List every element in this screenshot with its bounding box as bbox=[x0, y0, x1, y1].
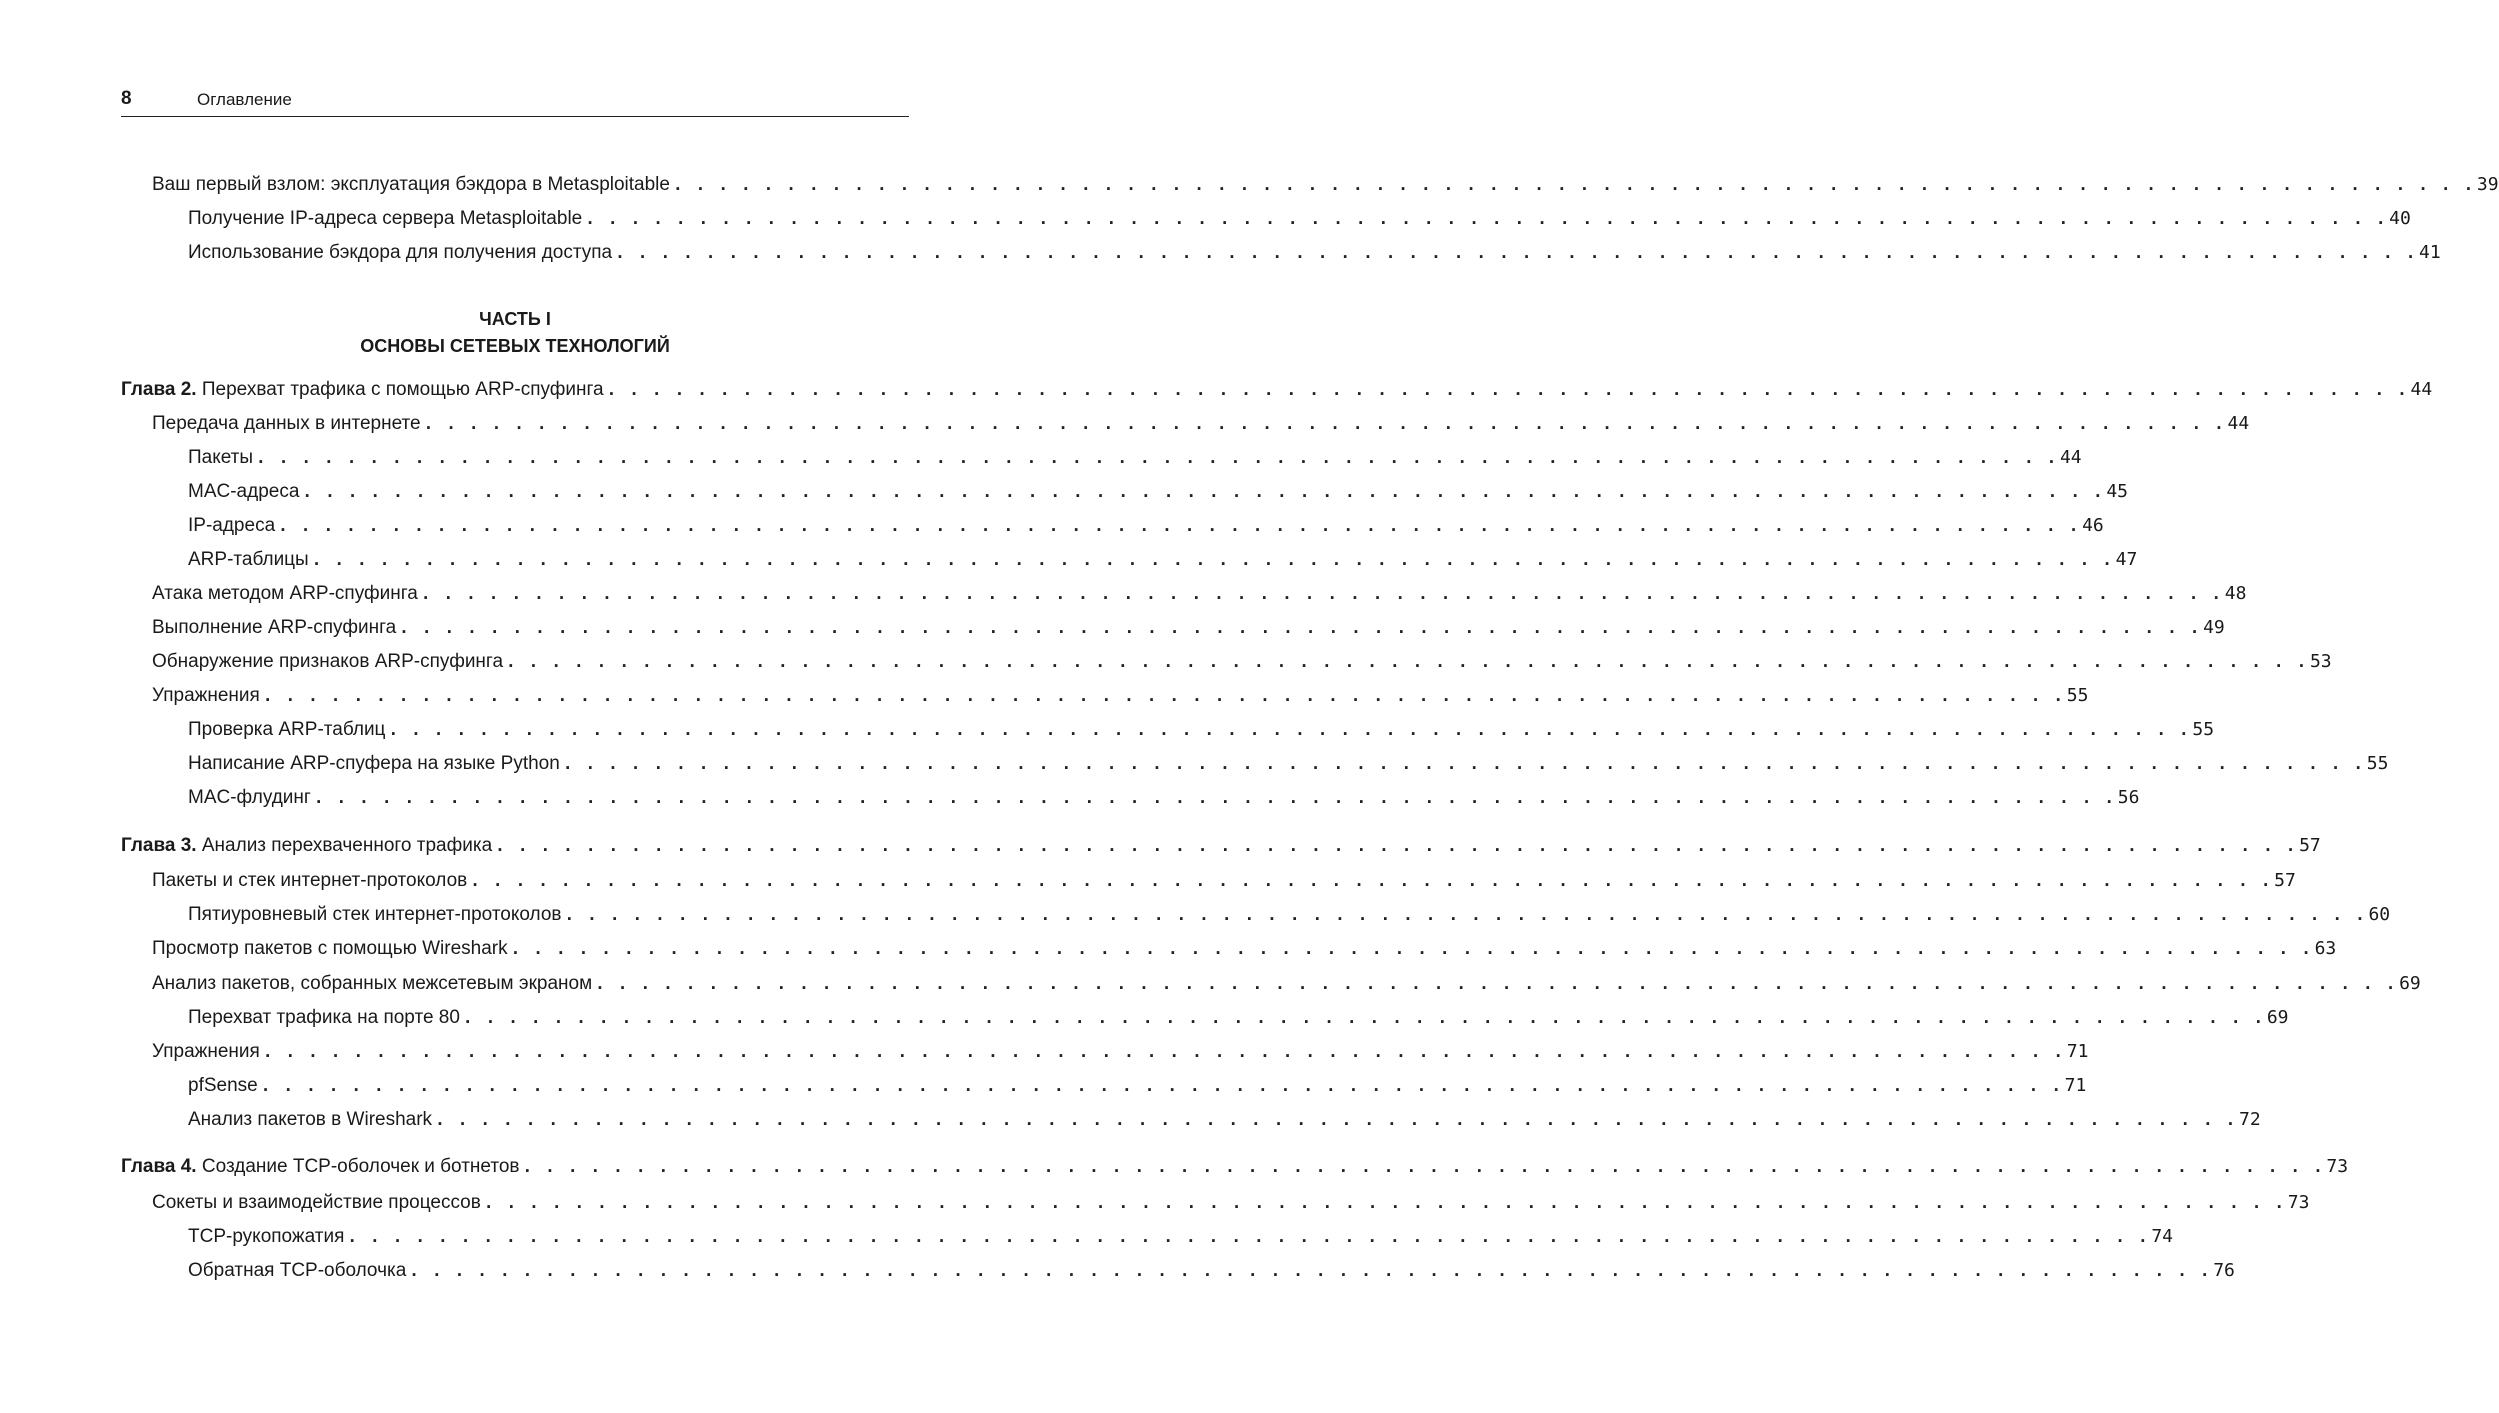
toc-entry-title bbox=[152, 938, 511, 960]
toc-entry-label: Просмотр пакетов с помощью Wireshark bbox=[152, 938, 508, 959]
toc-page-number: 45 bbox=[2106, 481, 2129, 502]
dot-leader: . . . . . . . . . . . . . . . . . . . . . . . . . . . . . . . . . . . . . . . . . . . . . . . . . . . . . . . . . . . . . . . . . . . . . . . . . . . . . . . . bbox=[260, 1076, 2063, 1095]
toc-page-number: 39 bbox=[2476, 174, 2499, 195]
toc-page-number: 56 bbox=[2117, 787, 2140, 808]
dot-leader: . . . . . . . . . . . . . . . . . . . . . . . . . . . . . . . . . . . . . . . . . . . . . . . . . . . . . . . . . . . . . . . . . . . . . . . . . . . . . . . . bbox=[311, 550, 2114, 569]
dot-leader: . . . . . . . . . . . . . . . . . . . . . . . . . . . . . . . . . . . . . . . . . . . . . . . . . . . . . . . . . . . . . . . . . . . . . . . . . . . . . . . . bbox=[495, 836, 2298, 855]
running-title: Оглавление bbox=[197, 90, 292, 109]
toc-page-number: 49 bbox=[2203, 617, 2225, 638]
toc-entry-label: Обратная TCP-оболочка bbox=[188, 1260, 407, 1281]
toc-entry bbox=[188, 1226, 2173, 1252]
toc-entry bbox=[188, 787, 2140, 813]
running-header bbox=[121, 86, 909, 117]
toc-entry-title bbox=[188, 481, 302, 503]
toc-entry-title bbox=[152, 413, 424, 435]
toc-entry bbox=[188, 904, 2391, 930]
toc-entry-label: Анализ перехваченного трафика bbox=[201, 835, 493, 856]
dot-leader: . . . . . . . . . . . . . . . . . . . . . . . . . . . . . . . . . . . . . . . . . . . . . . . . . . . . . . . . . . . . . . . . . . . . . . . . . . . . . . . . bbox=[409, 1261, 2212, 1280]
toc-entry-title bbox=[188, 1007, 463, 1029]
toc-entry-label: Сокеты и взаимодействие процессов bbox=[152, 1192, 481, 1213]
toc-entry-label: Выполнение ARP-спуфинга bbox=[152, 617, 397, 638]
dot-leader: . . . . . . . . . . . . . . . . . . . . . . . . . . . . . . . . . . . . . . . . . . . . . . . . . . . . . . . . . . . . . . . . . . . . . . . . . . . . . . . . bbox=[522, 1157, 2325, 1176]
toc-page-number: 46 bbox=[2082, 515, 2104, 536]
toc-entry-label: Создание TCP-оболочек и ботнетов bbox=[201, 1156, 520, 1177]
toc-entry-title bbox=[152, 1192, 484, 1214]
dot-leader: . . . . . . . . . . . . . . . . . . . . . . . . . . . . . . . . . . . . . . . . . . . . . . . . . . . . . . . . . . . . . . . . . . . . . . . . . . . . . . . . bbox=[510, 939, 2313, 958]
toc-entry bbox=[188, 515, 2104, 541]
toc-entry-title bbox=[188, 1075, 261, 1097]
toc-entry-label: Анализ пакетов, собранных межсетевым экраном bbox=[152, 973, 593, 994]
toc-entry-title bbox=[152, 617, 399, 639]
toc-entry-title bbox=[188, 787, 314, 809]
toc-entry bbox=[188, 1260, 2235, 1286]
toc-entry-title bbox=[188, 719, 388, 741]
toc-entry-title bbox=[152, 685, 263, 707]
toc-entry-title bbox=[152, 1041, 263, 1063]
toc-entry bbox=[152, 685, 2089, 711]
toc-entry bbox=[152, 973, 2421, 999]
dot-leader: . . . . . . . . . . . . . . . . . . . . . . . . . . . . . . . . . . . . . . . . . . . . . . . . . . . . . . . . . . . . . . . . . . . . . . . . . . . . . . . . bbox=[672, 175, 2475, 194]
toc-entry-title bbox=[188, 1226, 347, 1248]
toc-page-number: 55 bbox=[2366, 753, 2389, 774]
toc-entry-label: Написание ARP-спуфера на языке Python bbox=[188, 753, 560, 774]
part-title: ОСНОВЫ СЕТЕВЫХ ТЕХНОЛОГИЙ bbox=[360, 336, 670, 356]
toc-entry-label: Ваш первый взлом: эксплуатация бэкдора в Metasploitable bbox=[152, 174, 670, 195]
toc-chapter-entry bbox=[121, 1156, 2349, 1182]
toc-chapter-number: Глава 4. bbox=[121, 1156, 197, 1177]
toc-entry bbox=[152, 413, 2250, 439]
dot-leader: . . . . . . . . . . . . . . . . . . . . . . . . . . . . . . . . . . . . . . . . . . . . . . . . . . . . . . . . . . . . . . . . . . . . . . . . . . . . . . . . bbox=[347, 1227, 2150, 1246]
toc-page-number: 57 bbox=[2274, 870, 2296, 891]
toc-page-number: 73 bbox=[2287, 1192, 2310, 1213]
dot-leader: . . . . . . . . . . . . . . . . . . . . . . . . . . . . . . . . . . . . . . . . . . . . . . . . . . . . . . . . . . . . . . . . . . . . . . . . . . . . . . . . bbox=[615, 243, 2418, 262]
toc-entry bbox=[188, 208, 2411, 234]
toc-entry bbox=[152, 938, 2337, 964]
toc-page-number: 55 bbox=[2066, 685, 2089, 706]
toc-entry-title bbox=[121, 379, 607, 401]
toc-entry-label: Перехват трафика с помощью ARP-спуфинга bbox=[201, 379, 604, 400]
toc-entry bbox=[188, 753, 2389, 779]
toc-entry-title bbox=[188, 208, 585, 230]
toc-entry bbox=[188, 1075, 2087, 1101]
toc-chapter-number: Глава 2. bbox=[121, 379, 197, 400]
toc-entry-title bbox=[152, 973, 595, 995]
dot-leader: . . . . . . . . . . . . . . . . . . . . . . . . . . . . . . . . . . . . . . . . . . . . . . . . . . . . . . . . . . . . . . . . . . . . . . . . . . . . . . . . bbox=[423, 414, 2226, 433]
toc-page-number: 69 bbox=[2266, 1007, 2289, 1028]
dot-leader: . . . . . . . . . . . . . . . . . . . . . . . . . . . . . . . . . . . . . . . . . . . . . . . . . . . . . . . . . . . . . . . . . . . . . . . . . . . . . . . . bbox=[399, 618, 2202, 637]
toc-entry-title bbox=[188, 1109, 435, 1131]
toc-entry-label: Передача данных в интернете bbox=[152, 413, 421, 434]
toc-entry bbox=[152, 583, 2247, 609]
dot-leader: . . . . . . . . . . . . . . . . . . . . . . . . . . . . . . . . . . . . . . . . . . . . . . . . . . . . . . . . . . . . . . . . . . . . . . . . . . . . . . . . bbox=[435, 1110, 2237, 1129]
toc-entry-label: Проверка ARP-таблиц bbox=[188, 719, 386, 740]
dot-leader: . . . . . . . . . . . . . . . . . . . . . . . . . . . . . . . . . . . . . . . . . . . . . . . . . . . . . . . . . . . . . . . . . . . . . . . . . . . . . . . . bbox=[483, 1193, 2286, 1212]
toc-entry-label: Получение IP-адреса сервера Metasploitable bbox=[188, 208, 583, 229]
toc-entry-title bbox=[188, 904, 565, 926]
toc-page-number: 55 bbox=[2192, 719, 2215, 740]
toc-entry-title bbox=[121, 1156, 523, 1178]
dot-leader: . . . . . . . . . . . . . . . . . . . . . . . . . . . . . . . . . . . . . . . . . . . . . . . . . . . . . . . . . . . . . . . . . . . . . . . . . . . . . . . . bbox=[388, 720, 2191, 739]
dot-leader: . . . . . . . . . . . . . . . . . . . . . . . . . . . . . . . . . . . . . . . . . . . . . . . . . . . . . . . . . . . . . . . . . . . . . . . . . . . . . . . . bbox=[562, 754, 2365, 773]
toc-entry-label: Перехват трафика на порте 80 bbox=[188, 1007, 460, 1028]
dot-leader: . . . . . . . . . . . . . . . . . . . . . . . . . . . . . . . . . . . . . . . . . . . . . . . . . . . . . . . . . . . . . . . . . . . . . . . . . . . . . . . . bbox=[595, 974, 2398, 993]
toc-entry-label: Обнаружение признаков ARP-спуфинга bbox=[152, 651, 504, 672]
toc-entry-title bbox=[188, 1260, 409, 1282]
toc-entry-title bbox=[152, 651, 506, 673]
toc-page-number: 71 bbox=[2066, 1041, 2089, 1062]
toc-page-number: 44 bbox=[2227, 413, 2250, 434]
toc-page-number: 44 bbox=[2410, 379, 2433, 400]
toc-page-number: 73 bbox=[2326, 1156, 2349, 1177]
toc-entry-title bbox=[188, 447, 256, 469]
toc-entry bbox=[188, 1109, 2261, 1135]
toc-entry bbox=[188, 1007, 2289, 1033]
toc-entry-label: pfSense bbox=[188, 1075, 258, 1096]
toc-entry bbox=[152, 870, 2296, 896]
toc-entry-title bbox=[121, 835, 495, 857]
toc-entry bbox=[188, 719, 2215, 745]
dot-leader: . . . . . . . . . . . . . . . . . . . . . . . . . . . . . . . . . . . . . . . . . . . . . . . . . . . . . . . . . . . . . . . . . . . . . . . . . . . . . . . . bbox=[462, 1008, 2265, 1027]
toc-entry-label: Пакеты bbox=[188, 447, 254, 468]
toc-page-number: 41 bbox=[2419, 242, 2441, 263]
toc-entry bbox=[188, 549, 2138, 575]
toc-entry bbox=[152, 617, 2225, 643]
toc-page-number: 74 bbox=[2151, 1226, 2173, 1247]
toc-entry bbox=[188, 242, 2441, 268]
toc-entry bbox=[152, 1192, 2310, 1218]
toc-entry-title bbox=[188, 549, 312, 571]
dot-leader: . . . . . . . . . . . . . . . . . . . . . . . . . . . . . . . . . . . . . . . . . . . . . . . . . . . . . . . . . . . . . . . . . . . . . . . . . . . . . . . . bbox=[278, 516, 2081, 535]
toc-entry-label: ARP-таблицы bbox=[188, 549, 309, 570]
toc-page-number: 40 bbox=[2389, 208, 2411, 229]
dot-leader: . . . . . . . . . . . . . . . . . . . . . . . . . . . . . . . . . . . . . . . . . . . . . . . . . . . . . . . . . . . . . . . . . . . . . . . . . . . . . . . . bbox=[470, 871, 2273, 890]
toc-entry-label: Упражнения bbox=[152, 685, 260, 706]
toc-entry-title bbox=[188, 753, 563, 775]
toc-page-number: 47 bbox=[2115, 549, 2138, 570]
toc-entry-label: Упражнения bbox=[152, 1041, 260, 1062]
dot-leader: . . . . . . . . . . . . . . . . . . . . . . . . . . . . . . . . . . . . . . . . . . . . . . . . . . . . . . . . . . . . . . . . . . . . . . . . . . . . . . . . bbox=[262, 1042, 2065, 1061]
toc-page-number: 71 bbox=[2064, 1075, 2087, 1096]
dot-leader: . . . . . . . . . . . . . . . . . . . . . . . . . . . . . . . . . . . . . . . . . . . . . . . . . . . . . . . . . . . . . . . . . . . . . . . . . . . . . . . . bbox=[256, 448, 2058, 467]
toc-entry-title bbox=[188, 242, 615, 264]
dot-leader: . . . . . . . . . . . . . . . . . . . . . . . . . . . . . . . . . . . . . . . . . . . . . . . . . . . . . . . . . . . . . . . . . . . . . . . . . . . . . . . . bbox=[564, 905, 2367, 924]
toc-entry-label: MAC-флудинг bbox=[188, 787, 311, 808]
toc-entry-label: Пакеты и стек интернет-протоколов bbox=[152, 870, 468, 891]
toc-page-number: 44 bbox=[2059, 447, 2082, 468]
toc-page-number: 57 bbox=[2299, 835, 2321, 856]
toc-entry-title bbox=[152, 174, 673, 196]
toc-entry-label: Пятиуровневый стек интернет-протоколов bbox=[188, 904, 562, 925]
toc-page-number: 63 bbox=[2314, 938, 2337, 959]
toc-entry bbox=[188, 447, 2082, 473]
toc-chapter-entry bbox=[121, 835, 2321, 861]
toc-page-number: 72 bbox=[2238, 1109, 2261, 1130]
toc-entry-label: TCP-рукопожатия bbox=[188, 1226, 345, 1247]
toc-chapter-number: Глава 3. bbox=[121, 835, 197, 856]
toc-entry-title bbox=[152, 870, 470, 892]
dot-leader: . . . . . . . . . . . . . . . . . . . . . . . . . . . . . . . . . . . . . . . . . . . . . . . . . . . . . . . . . . . . . . . . . . . . . . . . . . . . . . . . bbox=[302, 482, 2105, 501]
toc-entry bbox=[152, 651, 2332, 677]
dot-leader: . . . . . . . . . . . . . . . . . . . . . . . . . . . . . . . . . . . . . . . . . . . . . . . . . . . . . . . . . . . . . . . . . . . . . . . . . . . . . . . . bbox=[606, 380, 2409, 399]
dot-leader: . . . . . . . . . . . . . . . . . . . . . . . . . . . . . . . . . . . . . . . . . . . . . . . . . . . . . . . . . . . . . . . . . . . . . . . . . . . . . . . . bbox=[313, 788, 2116, 807]
dot-leader: . . . . . . . . . . . . . . . . . . . . . . . . . . . . . . . . . . . . . . . . . . . . . . . . . . . . . . . . . . . . . . . . . . . . . . . . . . . . . . . . bbox=[506, 652, 2308, 671]
toc-entry-label: IP-адреса bbox=[188, 515, 276, 536]
toc-entry bbox=[188, 481, 2129, 507]
toc-entry bbox=[152, 174, 2499, 200]
toc-entry-title bbox=[188, 515, 278, 537]
dot-leader: . . . . . . . . . . . . . . . . . . . . . . . . . . . . . . . . . . . . . . . . . . . . . . . . . . . . . . . . . . . . . . . . . . . . . . . . . . . . . . . . bbox=[420, 584, 2223, 603]
toc-page-number: 69 bbox=[2399, 973, 2421, 994]
page-number: 8 bbox=[121, 88, 132, 109]
dot-leader: . . . . . . . . . . . . . . . . . . . . . . . . . . . . . . . . . . . . . . . . . . . . . . . . . . . . . . . . . . . . . . . . . . . . . . . . . . . . . . . . bbox=[585, 209, 2388, 228]
part-label: ЧАСТЬ I bbox=[479, 309, 551, 329]
toc-entry-label: MAC-адреса bbox=[188, 481, 300, 502]
toc-chapter-entry bbox=[121, 379, 2433, 405]
toc-page-number: 76 bbox=[2213, 1260, 2235, 1281]
toc-page-number: 48 bbox=[2224, 583, 2247, 604]
toc-entry-label: Анализ пакетов в Wireshark bbox=[188, 1109, 433, 1130]
toc-page-number: 53 bbox=[2309, 651, 2332, 672]
toc-entry bbox=[152, 1041, 2089, 1067]
dot-leader: . . . . . . . . . . . . . . . . . . . . . . . . . . . . . . . . . . . . . . . . . . . . . . . . . . . . . . . . . . . . . . . . . . . . . . . . . . . . . . . . bbox=[262, 686, 2065, 705]
toc-page-number: 60 bbox=[2368, 904, 2391, 925]
toc-entry-label: Использование бэкдора для получения доступа bbox=[188, 242, 613, 263]
toc-entry-label: Атака методом ARP-спуфинга bbox=[152, 583, 418, 604]
toc-entry-title bbox=[152, 583, 421, 605]
